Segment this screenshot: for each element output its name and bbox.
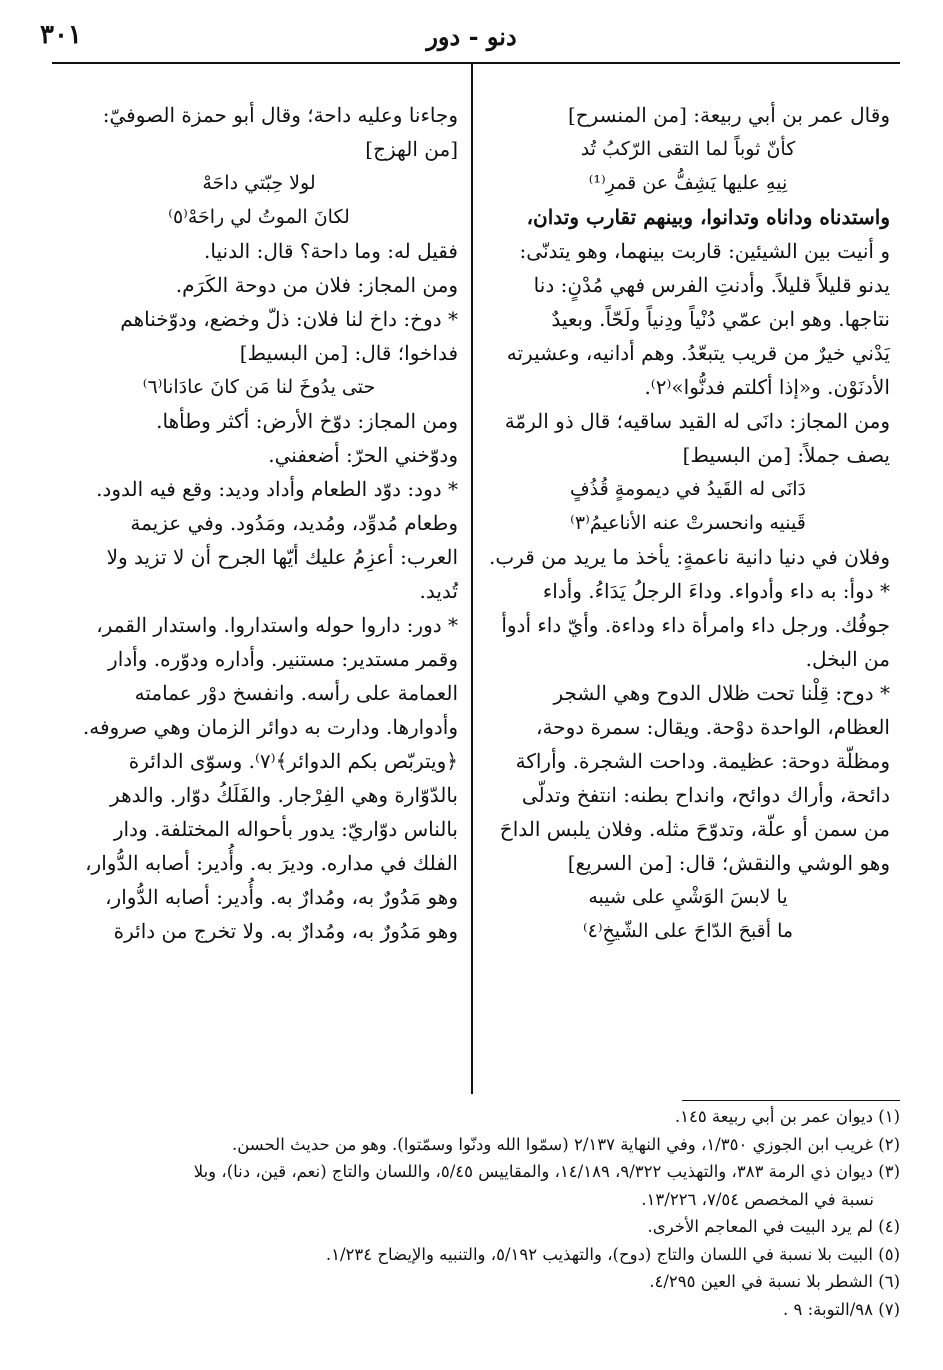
text-line: ومن المجاز: فلان من دوحة الكَرَم. (175, 273, 458, 297)
text-line: يدنو قليلاً قليلاً. وأدنتِ الفرس فهي مُدْنٍ: دنا (533, 273, 890, 297)
footnote: (٣) ديوان ذي الرمة ٣٨٣، والتهذيب ٩/٣٢٢، ١٤/١٨٩، والمقاييس ٥/٤٥، واللسان والتاج (نعم، قين، دنا)، وبلا (193, 1162, 900, 1181)
page-number: ٣٠١ (40, 20, 82, 50)
text-line: يصف جملاً: [من البسيط] (682, 443, 890, 467)
verse-line: دَانَى له القَيدُ في ديمومةٍ قُذُفٍ (569, 478, 806, 500)
text-line: * دور: داروا حوله واستداروا. واستدار القمر، (96, 613, 458, 637)
left-column (60, 98, 458, 948)
text-line: ودوّخني الحرّ: أضعفني. (268, 443, 458, 467)
text-line: وقال عمر بن أبي ربيعة: [من المنسرح] (567, 103, 890, 127)
verse-line: قَينيه وانحسرتْ عنه الأناعيمُ⁽٣⁾ (570, 512, 806, 534)
text-line: * دوح: قِلْنا تحت ظلال الدوح وهي الشجر (553, 681, 890, 705)
footnote: (٧) ٩٨/التوبة: ٩ . (782, 1299, 900, 1319)
text-line: وفلان في دنيا دانية ناعمةٍ: يأخذ ما يريد من قرب. (488, 545, 890, 569)
text-line: فداخوا؛ قال: [من البسيط] (239, 341, 458, 365)
text-line: من سمن أو علّة، وتدوّحَ مثله. وفلان يلبس الداحَ (499, 817, 890, 841)
text-line: و أنيت بين الشيئين: قاربت بينهما، وهو يتدنّى: (519, 239, 890, 263)
text-line: وقمر مستدير: مستنير. وأداره ودوّره. وأدار (108, 647, 458, 671)
text-line: جوفُك. ورجل داء وامرأة داء وداءة. وأيّ داء أدوأ (501, 613, 890, 637)
text-line: يَدْني خيرٌ من قريب يتبعّدُ. وهم أدانيه، وعشيرته (506, 341, 890, 365)
text-line: ومن المجاز: دوّخ الأرض: أكثر وطأها. (156, 409, 458, 433)
verse-line: كأنّ ثوباً لما التقى الرّكبُ تُد (580, 138, 796, 160)
footnote: (٢) غريب ابن الجوزي ١/٣٥٠، وفي النهاية ٢/١٣٧ (سمّوا الله ودنّوا وسمّتوا). وهو من حديث الحسن. (232, 1134, 900, 1154)
footnote: (١) ديوان عمر بن أبي ربيعة ١٤٥. (674, 1107, 900, 1126)
text-line: وهو الوشي والنقش؛ قال: [من السريع] (567, 851, 890, 875)
footnote: (٥) البيت بلا نسبة في اللسان والتاج (دوح)، والتهذيب ٥/١٩٢، والتنبيه والإيضاح ١/٢٣٤. (325, 1244, 900, 1264)
text-line: وهو مَدُورٌ به، ومُدارٌ به. وأُدير: أصابه الدُّوار، (105, 885, 458, 909)
text-line: العظام، الواحدة دوْحة. ويقال: سمرة دوحة، (536, 715, 890, 739)
page-header (40, 18, 903, 58)
text-line: العمامة على رأسه. وانفسخ دوْر عمامته (134, 681, 458, 705)
verse-line: لولا حِبّتي داحَهْ (202, 172, 316, 194)
text-line: وأدوارها. ودارت به دوائر الزمان وهي صروفه. (82, 715, 458, 739)
footnote-rule (682, 1100, 900, 1101)
text-line: بالناس دوّاريّ: يدور بأحواله المختلفة. ودار (113, 817, 458, 841)
text-line: واستدناه وداناه وتدانوا، وبينهم تقارب وتدان، (526, 205, 890, 229)
text-line: ومن المجاز: دانَى له القيد ساقيه؛ قال ذو الرمّة (504, 409, 890, 433)
text-line: الفلك في مداره. وديرَ به. وأُدير: أصابه الدُّوار، (85, 851, 458, 875)
text-line: وجاءنا وعليه داحة؛ وقال أبو حمزة الصوفيّ: (102, 103, 458, 127)
verse-line: لكانَ الموتُ لي راحَهْ⁽٥⁾ (168, 206, 350, 228)
text-line: * دود: دوّد الطعام وأداد وديد: وقع فيه الدود. (96, 477, 458, 501)
text-line: وطعام مُدوِّد، ومُديد، ومَدُود. وفي عزيمة (130, 511, 458, 535)
text-line: العرب: أعزِمُ عليك أيّها الجرح أن لا تزيد ولا (106, 545, 458, 569)
text-line: وهو مَدُورٌ به، ومُدارٌ به. ولا تخرج من دائرة (113, 919, 458, 943)
verse-line: حتى يدُوخَ لنا مَن كانَ عادَانا⁽٦⁾ (142, 376, 376, 398)
text-line: نتاجها. وهو ابن عمّي دُنْياً ودِنياً ولَحّاً. وبعيدٌ (551, 307, 890, 331)
text-line: [من الهزج] (365, 137, 458, 161)
text-line: تُديد. (419, 579, 458, 603)
footnote-continuation: نسبة في المخصص ٧/٥٤، ١٣/٢٢٦. (641, 1189, 874, 1209)
text-line: ومظلّة دوحة: عظيمة. وداحت الشجرة. وأراكة (515, 749, 890, 773)
running-title: دنو - دور (426, 22, 517, 51)
text-line: * دوخ: داخ لنا فلان: ذلّ وخضع، ودوّخناهم (120, 307, 458, 331)
verse-line: نِيهِ عليها يَشِفُّ عن قمرِ⁽¹⁾ (588, 172, 788, 194)
footnotes (40, 1103, 900, 1323)
header-rule (52, 62, 900, 64)
footnote: (٤) لم يرد البيت في المعاجم الأخرى. (647, 1217, 900, 1236)
text-line: فقيل له: وما داحة؟ قال: الدنيا. (204, 239, 458, 263)
right-column (486, 98, 890, 948)
footnote: (٦) الشطر بلا نسبة في العين ٤/٢٩٥. (649, 1272, 900, 1291)
column-divider (471, 64, 473, 1094)
text-line: * دوأ: به داء وأدواء. وداءَ الرجلُ يَدَاءُ. وأداء (542, 579, 890, 603)
text-line: الأدنَوْن. و«إذا أكلتم فدنُّوا»⁽٢⁾. (644, 375, 890, 399)
verse-line: يا لابسَ الوَشْيِ على شيبه (588, 886, 788, 908)
text-line: بالدّوّارة وهي الفِرْجار. والفَلَكُ دوّار. والدهر (110, 783, 458, 807)
text-line: من البخل. (805, 647, 890, 671)
verse-line: ما أقبحَ الدّاحَ على الشّيخِ⁽٤⁾ (582, 920, 794, 942)
text-line: ﴿ويتربّص بكم الدوائر﴾⁽٧⁾. وسوّى الدائرة (128, 749, 458, 773)
text-line: دائحة، وأراك دوائح، وانداح بطنه: انتفخ وتدلّى (521, 783, 890, 807)
